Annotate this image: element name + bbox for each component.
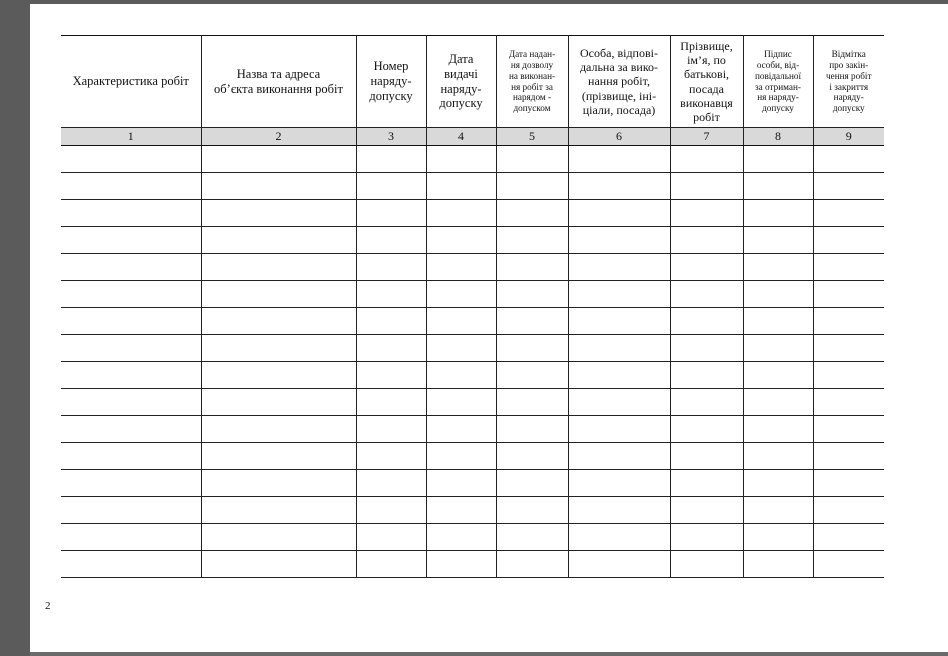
table-cell [743, 200, 813, 227]
table-cell [356, 362, 426, 389]
table-cell [356, 173, 426, 200]
table-cell [743, 470, 813, 497]
table-cell [813, 389, 884, 416]
table-cell [426, 551, 496, 578]
table-cell [356, 470, 426, 497]
table-cell [496, 227, 568, 254]
table-cell [356, 335, 426, 362]
table-cell [743, 416, 813, 443]
table-cell [496, 254, 568, 281]
column-number-row [61, 128, 884, 146]
table-cell [61, 200, 201, 227]
table-cell [61, 362, 201, 389]
table-cell [813, 443, 884, 470]
table-cell [496, 470, 568, 497]
table-row [61, 146, 884, 173]
table-cell [670, 362, 743, 389]
table-cell [201, 308, 356, 335]
header-object-name-address: Назва та адреса об’єкта виконання робіт [201, 36, 356, 128]
table-cell [813, 281, 884, 308]
table-cell [496, 497, 568, 524]
header-work-characteristic: Характеристика робіт [61, 36, 201, 128]
table-cell [813, 416, 884, 443]
table-cell [61, 146, 201, 173]
table-cell [61, 335, 201, 362]
table-row [61, 551, 884, 578]
table-cell [813, 551, 884, 578]
table-cell [670, 335, 743, 362]
table-cell [743, 524, 813, 551]
table-cell [670, 173, 743, 200]
table-cell [813, 470, 884, 497]
table-cell [568, 416, 670, 443]
table-cell [568, 281, 670, 308]
table-cell [813, 200, 884, 227]
table-cell [496, 146, 568, 173]
table-cell [813, 227, 884, 254]
table-cell [568, 497, 670, 524]
table-cell [201, 443, 356, 470]
table-cell [496, 281, 568, 308]
table-row [61, 470, 884, 497]
table-cell [813, 362, 884, 389]
table-cell [61, 551, 201, 578]
table-cell [670, 551, 743, 578]
table-cell [426, 200, 496, 227]
table-cell [743, 335, 813, 362]
table-cell [426, 362, 496, 389]
table-cell [813, 173, 884, 200]
table-cell [201, 146, 356, 173]
column-number: 5 [496, 128, 568, 146]
table-cell [743, 443, 813, 470]
table-row [61, 227, 884, 254]
table-cell [356, 254, 426, 281]
table-cell [426, 443, 496, 470]
table-cell [201, 173, 356, 200]
work-permit-journal-table [61, 35, 884, 578]
table-cell [743, 551, 813, 578]
table-row [61, 254, 884, 281]
page-number: 2 [45, 600, 51, 612]
table-cell [426, 308, 496, 335]
table-cell [356, 389, 426, 416]
table-cell [356, 497, 426, 524]
table-cell [496, 362, 568, 389]
table-cell [813, 524, 884, 551]
column-number: 4 [426, 128, 496, 146]
table-cell [813, 335, 884, 362]
table-cell [201, 497, 356, 524]
column-number: 2 [201, 128, 356, 146]
table-cell [356, 551, 426, 578]
table-cell [61, 470, 201, 497]
column-number: 3 [356, 128, 426, 146]
table-cell [496, 389, 568, 416]
table-cell [670, 416, 743, 443]
table-cell [743, 497, 813, 524]
table-row [61, 335, 884, 362]
table-cell [743, 389, 813, 416]
table-cell [201, 335, 356, 362]
table-cell [670, 443, 743, 470]
table-cell [568, 254, 670, 281]
header-permission-date: Дата надан- ня дозволу на виконан- ня робіт за нарядом - допуском [496, 36, 568, 128]
table-cell [670, 227, 743, 254]
table-cell [426, 335, 496, 362]
table-cell [61, 308, 201, 335]
table-cell [496, 551, 568, 578]
table-cell [743, 173, 813, 200]
table-row [61, 389, 884, 416]
table-cell [813, 146, 884, 173]
table-cell [568, 470, 670, 497]
table-cell [670, 281, 743, 308]
table-cell [61, 443, 201, 470]
table-row [61, 416, 884, 443]
table-cell [670, 497, 743, 524]
table-cell [356, 308, 426, 335]
table-cell [813, 254, 884, 281]
table-cell [568, 173, 670, 200]
table-cell [743, 308, 813, 335]
table-cell [61, 254, 201, 281]
table-cell [670, 146, 743, 173]
table-cell [201, 524, 356, 551]
table-cell [201, 362, 356, 389]
column-number: 8 [743, 128, 813, 146]
table-row [61, 443, 884, 470]
table-cell [496, 524, 568, 551]
table-cell [426, 470, 496, 497]
table-cell [426, 281, 496, 308]
table-cell [813, 497, 884, 524]
table-cell [568, 389, 670, 416]
table-cell [61, 389, 201, 416]
table-cell [426, 227, 496, 254]
table-cell [426, 389, 496, 416]
table-row [61, 524, 884, 551]
table-cell [356, 281, 426, 308]
column-number: 6 [568, 128, 670, 146]
document-page [30, 4, 948, 652]
table-cell [426, 416, 496, 443]
table-cell [61, 173, 201, 200]
table-cell [670, 200, 743, 227]
table-cell [496, 416, 568, 443]
table-row [61, 173, 884, 200]
table-cell [670, 470, 743, 497]
table-cell [201, 200, 356, 227]
table-cell [813, 308, 884, 335]
table-row [61, 362, 884, 389]
table-cell [670, 308, 743, 335]
table-cell [201, 389, 356, 416]
column-number: 1 [61, 128, 201, 146]
table-cell [670, 524, 743, 551]
table-cell [61, 524, 201, 551]
table-cell [496, 443, 568, 470]
table-cell [356, 200, 426, 227]
table-cell [356, 416, 426, 443]
table-cell [670, 254, 743, 281]
column-number: 7 [670, 128, 743, 146]
page-bottom-edge [30, 652, 948, 656]
table-cell [496, 173, 568, 200]
table-cell [743, 254, 813, 281]
table-cell [496, 335, 568, 362]
table-cell [568, 362, 670, 389]
table-cell [670, 389, 743, 416]
table-cell [201, 551, 356, 578]
table-cell [201, 227, 356, 254]
table-cell [61, 416, 201, 443]
table-cell [743, 362, 813, 389]
table-cell [61, 497, 201, 524]
table-cell [568, 524, 670, 551]
table-cell [426, 254, 496, 281]
table-cell [356, 524, 426, 551]
header-permit-issue-date: Дата видачі наряду- допуску [426, 36, 496, 128]
header-responsible-person: Особа, відпові- дальна за вико- нання робіт, (прізвище, іні- ціали, посада) [568, 36, 670, 128]
table-cell [61, 227, 201, 254]
table-cell [568, 200, 670, 227]
table-cell [568, 551, 670, 578]
table-cell [743, 146, 813, 173]
header-completion-mark: Відмітка про закін- чення робіт і закриття наряду- допуску [813, 36, 884, 128]
table-row [61, 497, 884, 524]
table-cell [61, 281, 201, 308]
table-cell [426, 146, 496, 173]
table-cell [496, 308, 568, 335]
header-receiver-signature: Підпис особи, від- повідальної за отриман- ня наряду- допуску [743, 36, 813, 128]
table-cell [356, 146, 426, 173]
table-header-row [61, 36, 884, 128]
table-cell [568, 308, 670, 335]
table-row [61, 308, 884, 335]
table-cell [426, 173, 496, 200]
table-cell [568, 146, 670, 173]
table-cell [201, 254, 356, 281]
table-cell [743, 281, 813, 308]
header-executor-name-position: Прізвище, ім’я, по батькові, посада виконавця робіт [670, 36, 743, 128]
table-body [61, 146, 884, 578]
table-cell [568, 335, 670, 362]
table-cell [568, 227, 670, 254]
table-cell [356, 443, 426, 470]
column-number: 9 [813, 128, 884, 146]
table-cell [201, 470, 356, 497]
table-row [61, 281, 884, 308]
table-cell [496, 200, 568, 227]
table-row [61, 200, 884, 227]
table-cell [356, 227, 426, 254]
table-cell [743, 227, 813, 254]
table-cell [426, 524, 496, 551]
table-cell [201, 416, 356, 443]
header-permit-number: Номер наряду- допуску [356, 36, 426, 128]
table-cell [201, 281, 356, 308]
table-cell [426, 497, 496, 524]
table-cell [568, 443, 670, 470]
